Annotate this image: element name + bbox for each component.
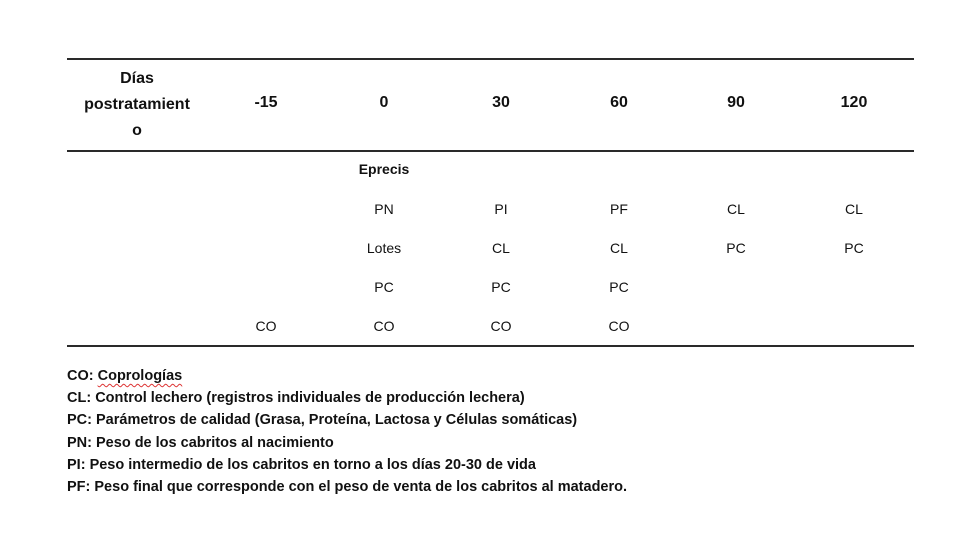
legend-item-pi: PI: Peso intermedio de los cabritos en torno a los días 20-30 de vida xyxy=(67,456,536,473)
table-cell: Lotes xyxy=(366,240,402,256)
table-cell: CL xyxy=(492,240,510,256)
header-days-post-treatment: Días postratamient o xyxy=(84,70,190,139)
header-day-90: 90 xyxy=(727,94,745,111)
table-cell: PI xyxy=(494,201,508,217)
legend-item-co: CO: Coprologías xyxy=(67,368,183,384)
table-cell: CL xyxy=(727,201,745,217)
legend-item-cl: CL: Control lechero (registros individuales de producción lechera) xyxy=(67,390,525,407)
table-cell: CO xyxy=(255,318,277,334)
table-bottom-rule xyxy=(67,345,914,347)
table-cell: PC xyxy=(726,240,746,256)
header-day-120: 120 xyxy=(840,94,868,111)
table-cell: PN xyxy=(374,201,394,217)
spellcheck-underlined-word: Coprologías xyxy=(97,368,183,384)
header-bottom-rule xyxy=(67,150,914,152)
table-cell: PF xyxy=(610,201,628,217)
table-cell: CL xyxy=(610,240,628,256)
header-day-minus15: -15 xyxy=(254,94,278,111)
table-cell: PC xyxy=(609,279,629,295)
header-day-0: 0 xyxy=(379,94,389,111)
table-cell: CO xyxy=(608,318,630,334)
header-day-30: 30 xyxy=(492,94,510,111)
table-cell: CL xyxy=(845,201,863,217)
table-cell: PC xyxy=(374,279,394,295)
header-day-60: 60 xyxy=(610,94,628,111)
table-cell: PC xyxy=(491,279,511,295)
table-cell: CO xyxy=(373,318,395,334)
table-cell: Eprecis xyxy=(358,161,410,177)
table-cell: CO xyxy=(490,318,512,334)
legend-item-pc: PC: Parámetros de calidad (Grasa, Proteína, Lactosa y Células somáticas) xyxy=(67,412,578,429)
table-top-rule xyxy=(67,58,914,60)
legend-item-pn: PN: Peso de los cabritos al nacimiento xyxy=(67,434,334,451)
abbreviation-legend xyxy=(67,365,627,498)
legend-item-pf: PF: Peso final que corresponde con el peso de venta de los cabritos al matadero. xyxy=(67,479,628,496)
table-cell: PC xyxy=(844,240,864,256)
